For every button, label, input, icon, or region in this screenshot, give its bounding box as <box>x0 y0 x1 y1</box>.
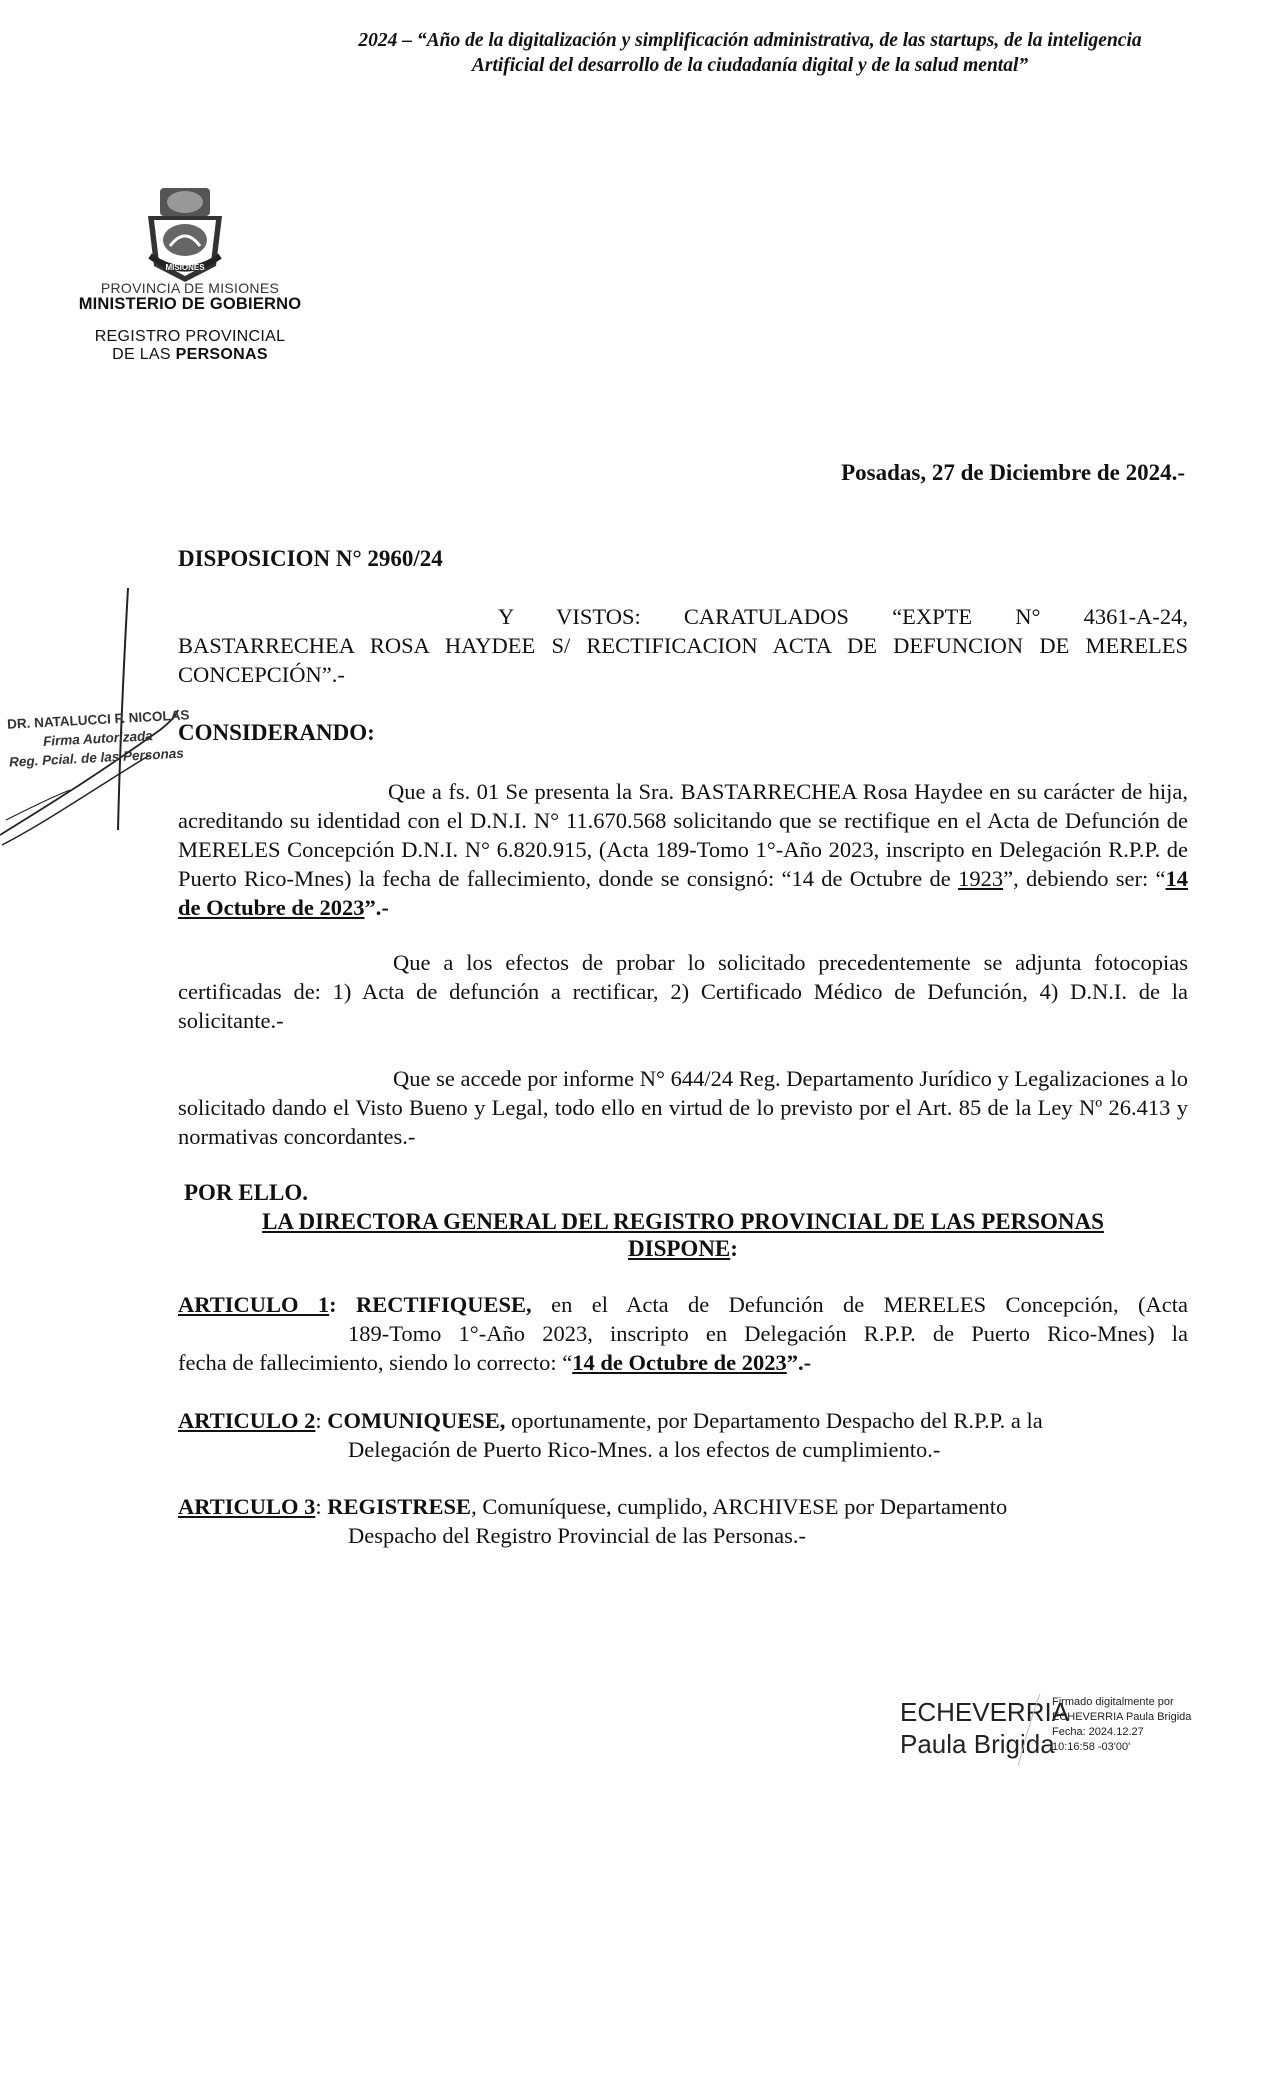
art3-label: ARTICULO 3 <box>178 1494 316 1519</box>
province-seal-logo <box>140 186 230 286</box>
stamp-line2: Firma Autorizada <box>42 728 154 749</box>
date-line: Posadas, 27 de Diciembre de 2024.- <box>841 460 1185 485</box>
art3-colon: : <box>315 1494 328 1519</box>
considerando-paragraph-1 <box>178 777 1188 922</box>
header-motto-line2: Artificial del desarrollo de la ciudadanía digital y de la salud mental” <box>471 55 1029 76</box>
art1-line3-a: fecha de fallecimiento, siendo lo correcto: “ <box>178 1350 573 1375</box>
header-motto-line1: 2024 – “Año de la digitalización y simplificación administrativa, de las startups, de la inteligencia <box>358 30 1142 51</box>
art1-line1: en el Acta de Defunción de MERELES Concepción, (Acta <box>531 1292 1188 1317</box>
p1-text-b: ”, debiendo ser: “ <box>1003 866 1166 891</box>
signature-detail-1: Firmado digitalmente por <box>1052 1696 1174 1708</box>
authorization-stamp <box>7 705 192 771</box>
dispone-colon: : <box>730 1236 738 1261</box>
signature-name-line2: Paula Brigida <box>900 1729 1055 1759</box>
art2-verb: COMUNIQUESE, <box>327 1408 506 1433</box>
signature-name-line1: ECHEVERRIA <box>900 1697 1070 1727</box>
stamp-line1: DR. NATALUCCI F. NICOLAS <box>6 707 190 732</box>
art2-colon: : <box>315 1408 328 1433</box>
p1-wrong-year: 1923 <box>958 866 1004 891</box>
vistos-rest: BASTARRECHEA ROSA HAYDEE S/ RECTIFICACION ACTA DE DEFUNCION DE MERELES CONCEPCIÓN”.- <box>178 633 1188 687</box>
letterhead <box>70 280 310 364</box>
art1-verb: RECTIFIQUESE, <box>356 1292 532 1317</box>
stamp-line3: Reg. Pcial. de las Personas <box>8 745 185 770</box>
signature-detail-4: 10:16:58 -03'00' <box>1052 1741 1131 1753</box>
por-ello: POR ELLO. <box>184 1180 308 1205</box>
p1-text-c: ”.- <box>364 895 389 920</box>
art1-correct-date: 14 de Octubre de 2023 <box>572 1350 787 1375</box>
art2-line2: Delegación de Puerto Rico-Mnes. a los efectos de cumplimiento.- <box>348 1437 941 1462</box>
art3-line2: Despacho del Registro Provincial de las Personas.- <box>348 1523 807 1548</box>
vistos-paragraph <box>178 602 1188 689</box>
directora-line: LA DIRECTORA GENERAL DEL REGISTRO PROVINCIAL DE LAS PERSONAS <box>262 1209 1104 1234</box>
registry-line2-prefix: DE LAS <box>112 346 176 363</box>
directora-heading <box>178 1208 1188 1262</box>
disposicion-number: DISPOSICION N° 2960/24 <box>178 546 443 571</box>
art2-label: ARTICULO 2 <box>178 1408 316 1433</box>
considerando-paragraph-3: Que se accede por informe N° 644/24 Reg. Departamento Jurídico y Legalizaciones a lo solicitado dando el Visto Bueno y Legal, todo ello en virtud de lo previsto por el Art. 85 de la Ley Nº 26.413 y normativas concordantes.- <box>178 1066 1188 1149</box>
art3-line1: , Comuníquese, cumplido, ARCHIVESE por Departamento <box>471 1494 1008 1519</box>
registry-line2-bold: PERSONAS <box>175 346 268 363</box>
art1-label: ARTICULO 1 <box>178 1292 330 1317</box>
articulo-2 <box>178 1406 1188 1464</box>
articulo-3 <box>178 1492 1188 1550</box>
considerando-paragraph-2: Que a los efectos de probar lo solicitado precedentemente se adjunta fotocopias certificadas de: 1) Acta de defunción a rectificar, 2) Certificado Médico de Defunción, 4) D.N.I. de la solicitante.- <box>178 950 1188 1033</box>
registry-name-line2 <box>70 346 310 364</box>
p1-text-a: Que a fs. 01 Se presenta la Sra. BASTARRECHEA Rosa Haydee en su carácter de hija, acreditando su identidad con el D.N.I. N° 11.670.568 solicitando que se rectifique en el Acta de Defunción de MERELES Concepción D.N.I. N° 6.820.915, (Acta 189-Tomo 1°-Año 2023, inscripto en Delegación R.P.P. de Puerto Rico-Mnes) la fecha de fallecimiento, donde se consignó: “14 de Octubre de <box>178 779 1188 891</box>
considerando-title: CONSIDERANDO: <box>178 720 375 745</box>
seal-text: MISIONES <box>165 263 205 272</box>
seal-icon <box>140 186 230 286</box>
ministry-name: MINISTERIO DE GOBIERNO <box>78 295 302 313</box>
header-motto <box>300 28 1200 78</box>
digital-signature-details <box>1052 1695 1191 1755</box>
dispone-word: DISPONE <box>628 1236 731 1261</box>
art1-line2: 189-Tomo 1°-Año 2023, inscripto en Delegación R.P.P. de Puerto Rico-Mnes) la <box>348 1321 1188 1346</box>
art1-colon: : <box>329 1292 357 1317</box>
p1-correct-date: 14 de Octubre de 2023 <box>178 866 1188 920</box>
province-name: PROVINCIA DE MISIONES <box>100 280 280 296</box>
signature-detail-2: ECHEVERRIA Paula Brigida <box>1052 1711 1192 1723</box>
art1-line3-b: ”.- <box>786 1350 812 1375</box>
vistos-lead: Y VISTOS: CARATULADOS “EXPTE N° 4361-A-24, <box>498 604 1188 629</box>
signature-detail-3: Fecha: 2024.12.27 <box>1052 1726 1144 1738</box>
articulo-1 <box>178 1290 1188 1377</box>
signature-flourish-icon <box>1010 1690 1050 1770</box>
art3-verb: REGISTRESE <box>327 1494 472 1519</box>
registry-name-line1: REGISTRO PROVINCIAL <box>94 328 286 345</box>
art2-line1: oportunamente, por Departamento Despacho del R.P.P. a la <box>505 1408 1043 1433</box>
